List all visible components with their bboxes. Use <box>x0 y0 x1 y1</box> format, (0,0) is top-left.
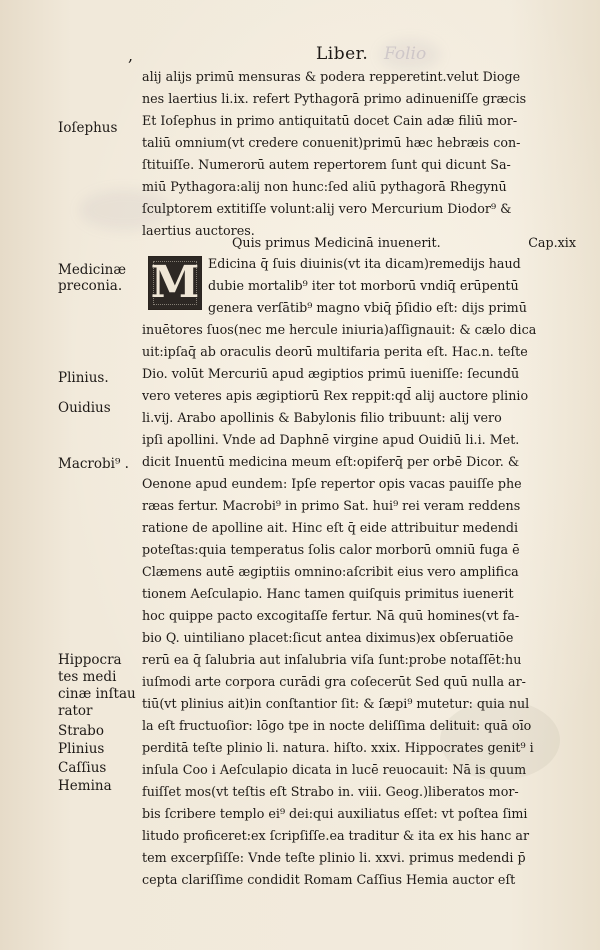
margin-note-hippocrates-4: rator <box>58 703 93 719</box>
margin-note-preconia: preconia. <box>58 278 123 294</box>
text-line: dubie mortalib⁹ iter tot morborū vndiq̄ erūpentū <box>208 278 519 293</box>
text-line: iuſmodi arte corpora curādi gra coſecerūt Sed quū nulla ar- <box>142 674 526 689</box>
margin-note-ouidius: Ouidius <box>58 400 111 416</box>
page-header <box>0 44 600 68</box>
bleed-through-text: Folio <box>384 44 427 64</box>
text-line: inſula Coo i Aeſculapio dicata in lucē reuocauit: Nā is quum <box>142 762 527 777</box>
text-line: dicit Inuentū medicina meum eſt:opiferq̄ per orbē Dicor. & <box>142 454 520 469</box>
text-line: miū Pythagora:alij non hunc:ſed aliū pythagorā Rhegynū <box>142 179 507 194</box>
text-line: bis ſcribere templo ei⁹ dei:qui auxiliatus eſſet: vt poſtea ſimi <box>142 806 528 821</box>
margin-note-hippocrates-2: tes medi <box>58 669 117 685</box>
text-line: Dio. volūt Mercuriū apud ægiptios primū iueniſſe: ſecundū <box>142 366 520 381</box>
margin-note-hippocrates-1: Hippocra <box>58 652 122 668</box>
margin-note-macrobius: Macrobi⁹ . <box>58 456 129 472</box>
text-line: Edicina q̄ ſuis diuinis(vt ita dicam)remedijs haud <box>208 256 521 271</box>
text-line: ſculptorem extitiſſe volunt:alij vero Mercurium Diodor⁹ & <box>142 201 512 216</box>
text-line: laertius auctores. <box>142 223 255 238</box>
text-line: ræas fertur. Macrobi⁹ in primo Sat. hui⁹ rei veram reddens <box>142 498 521 513</box>
text-line: Et Ioſephus in primo antiquitatū docet Cain adæ filiū mor- <box>142 113 518 128</box>
text-line: bio Q. uintiliano placet:ſicut antea diximus)ex obſeruatiōe <box>142 630 514 645</box>
margin-note-josephus: Ioſephus <box>58 120 118 136</box>
chapter-heading <box>232 232 576 254</box>
margin-note-hippocrates-3: cinæ inſtau <box>58 686 136 702</box>
margin-note-plinius-2: Plinius <box>58 741 105 757</box>
text-line: tem excerpſiſſe: Vnde teſte plinio li. xxvi. primus medendi p̄ <box>142 850 526 865</box>
text-line: rerū ea q̄ ſalubria aut inſalubria viſa ſunt:probe notaſſēt:hu <box>142 652 522 667</box>
text-line: poteſtas:quia temperatus ſolis calor morborū omniū fuga ē <box>142 542 520 557</box>
initial-letter: M <box>150 257 200 308</box>
running-title: Liber. <box>316 44 369 64</box>
margin-note-medicinae: Medicinæ <box>58 262 127 278</box>
text-line: nes laertius li.ix. refert Pythagorā primo adinueniſſe græcis <box>142 91 527 106</box>
decorated-initial <box>148 256 202 310</box>
text-line: fuiſſet mos(vt teſtis eſt Strabo in. viii. Geog.)liberatos mor- <box>142 784 519 799</box>
text-line: perditā teſte plinio li. natura. hiſto. xxix. Hippocrates genit⁹ i <box>142 740 534 755</box>
header-mark: , <box>128 46 134 65</box>
text-line: Clæmens autē ægiptiis omnino:aſcribit eius vero amplifica <box>142 564 519 579</box>
text-line: alij alijs primū mensuras & podera repperetint.velut Dioge <box>142 69 521 84</box>
margin-note-plinius: Plinius. <box>58 370 109 386</box>
text-line: li.vij. Arabo apollinis & Babylonis filio tribuunt: alij vero <box>142 410 502 425</box>
margin-note-strabo: Strabo <box>58 723 104 739</box>
text-line: taliū omnium(vt credere conuenit)primū hæc hebræis con- <box>142 135 521 150</box>
text-line: ipſi apollini. Vnde ad Daphnē virgine apud Ouidiū li.i. Met. <box>142 432 520 447</box>
text-line: ſtituiſſe. Numerorū autem repertorem ſunt qui dicunt Sa- <box>142 157 511 172</box>
margin-note-hemina: Hemina <box>58 778 112 794</box>
text-line: genera verſātib⁹ magno vbiq̄ p̄ſidio eſt: dijs primū <box>208 300 527 315</box>
margin-note-cassius: Caſſius <box>58 760 107 776</box>
text-line: tiū(vt plinius ait)in conſtantior ſit: & ſæpi⁹ mutetur: quia nul <box>142 696 530 711</box>
text-line: ratione de apolline ait. Hinc eſt q̄ eide attribuitur medendi <box>142 520 519 535</box>
text-line: la eſt fructuoſior: lōgo tpe in nocte deliſſima delituit: quā oīo <box>142 718 532 733</box>
text-line: cepta clariſſime condidit Romam Caſſius Hemia auctor eſt <box>142 872 516 887</box>
chapter-number: Cap.xix <box>528 235 576 250</box>
text-line: uit:ipſaq̄ ab oraculis deorū multifaria perita eſt. Hac.n. teſte <box>142 344 528 359</box>
text-line: hoc quippe pacto excogitaſſe fertur. Nā quū homines(vt fa- <box>142 608 520 623</box>
text-line: tionem Aeſculapio. Hanc tamen quiſquis primitus iuenerit <box>142 586 514 601</box>
text-line: Oenone apud eundem: Ipſe repertor opis vacas pauiſſe phe <box>142 476 522 491</box>
text-line: litudo proficeret:ex ſcripſiſſe.ea traditur & ita ex his hanc ar <box>142 828 530 843</box>
text-line: vero veteres apis ægiptiorū Rex reppit:qd̄ alij auctore plinio <box>142 388 529 403</box>
text-line: inuētores ſuos(nec me hercule iniuria)aſſignauit: & cælo dica <box>142 322 537 337</box>
chapter-title: Quis primus Medicinā inuenerit. <box>232 235 441 250</box>
